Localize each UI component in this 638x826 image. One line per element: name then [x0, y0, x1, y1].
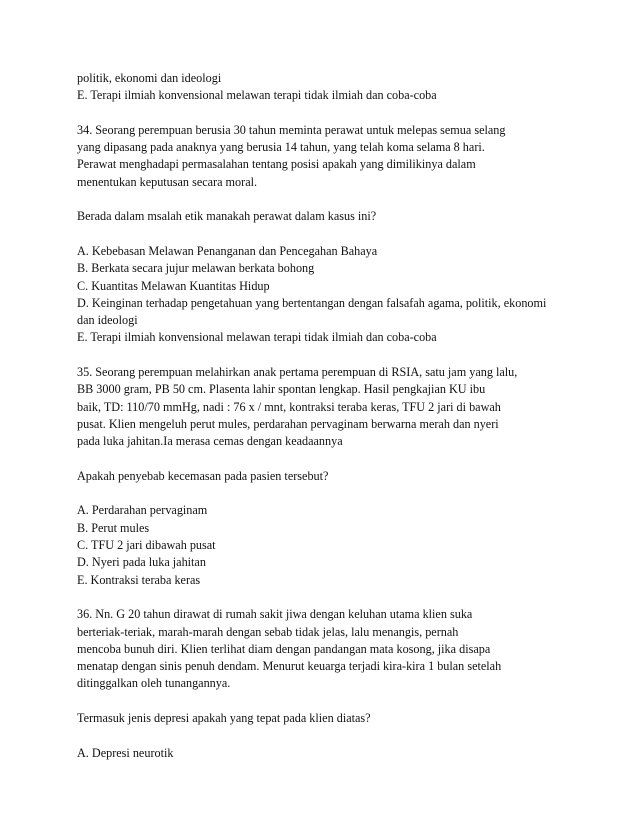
text-line: yang dipasang pada anaknya yang berusia 14 tahun, yang telah koma selama 8 hari. [77, 140, 485, 155]
text-line: D. Nyeri pada luka jahitan [77, 555, 206, 570]
text-line: A. Perdarahan pervaginam [77, 503, 208, 518]
paragraph-gap [77, 105, 577, 122]
text-line: 34. Seorang perempuan berusia 30 tahun meminta perawat untuk melepas semua selang [77, 122, 506, 137]
text-line: mencoba bunuh diri. Klien terlihat diam dengan pandangan mata kosong, jika disapa [77, 641, 491, 656]
text-line: Termasuk jenis depresi apakah yang tepat pada klien diatas? [77, 710, 371, 725]
paragraph-gap [77, 589, 577, 606]
text-line: menentukan keputusan secara moral. [77, 174, 258, 189]
text-line: baik, TD: 110/70 mmHg, nadi : 76 x / mnt, kontraksi teraba keras, TFU 2 jari di bawah [77, 399, 501, 414]
paragraph-gap [77, 485, 577, 502]
paragraph-gap [77, 226, 577, 243]
text-line: berteriak-teriak, marah-marah dengan sebab tidak jelas, lalu menangis, pernah [77, 624, 459, 639]
paragraph-gap [77, 727, 577, 744]
paragraph-gap [77, 191, 577, 208]
text-line: A. Kebebasan Melawan Penanganan dan Pencegahan Bahaya [77, 243, 378, 258]
text-line: B. Berkata secara jujur melawan berkata bohong [77, 261, 315, 276]
text-line: E. Kontraksi teraba keras [77, 572, 201, 587]
document-body [77, 70, 577, 762]
text-line: D. Keinginan terhadap pengetahuan yang bertentangan dengan falsafah agama, politik, ekonomi [77, 295, 547, 310]
paragraph-gap [77, 451, 577, 468]
paragraph-gap [77, 693, 577, 710]
text-line: C. Kuantitas Melawan Kuantitas Hidup [77, 278, 270, 293]
text-line: E. Terapi ilmiah konvensional melawan terapi tidak ilmiah dan coba-coba [77, 88, 437, 103]
text-line: 35. Seorang perempuan melahirkan anak pertama perempuan di RSIA, satu jam yang lalu, [77, 365, 518, 380]
text-line: pusat. Klien mengeluh perut mules, perdarahan pervaginam berwarna merah dan nyeri [77, 416, 499, 431]
text-line: Apakah penyebab kecemasan pada pasien tersebut? [77, 468, 329, 483]
text-line: pada luka jahitan.Ia merasa cemas dengan keadaannya [77, 434, 343, 449]
text-line: C. TFU 2 jari dibawah pusat [77, 538, 216, 553]
text-line: B. Perut mules [77, 520, 150, 535]
text-line: menatap dengan sinis penuh dendam. Menurut keuarga terjadi kira-kira 1 bulan setelah [77, 659, 502, 674]
text-line: 36. Nn. G 20 tahun dirawat di rumah sakit jiwa dengan keluhan utama klien suka [77, 607, 473, 622]
text-line: BB 3000 gram, PB 50 cm. Plasenta lahir spontan lengkap. Hasil pengkajian KU ibu [77, 382, 486, 397]
text-line: Berada dalam msalah etik manakah perawat dalam kasus ini? [77, 209, 377, 224]
text-line: A. Depresi neurotik [77, 745, 174, 760]
text-line: politik, ekonomi dan ideologi [77, 71, 222, 85]
paragraph-gap [77, 347, 577, 364]
text-line: Perawat menghadapi permasalahan tentang posisi apakah yang dimilikinya dalam [77, 157, 476, 172]
text-line: dan ideologi [77, 313, 138, 328]
text-line: ditinggalkan oleh tunangannya. [77, 676, 231, 691]
text-line: E. Terapi ilmiah konvensional melawan terapi tidak ilmiah dan coba-coba [77, 330, 437, 345]
